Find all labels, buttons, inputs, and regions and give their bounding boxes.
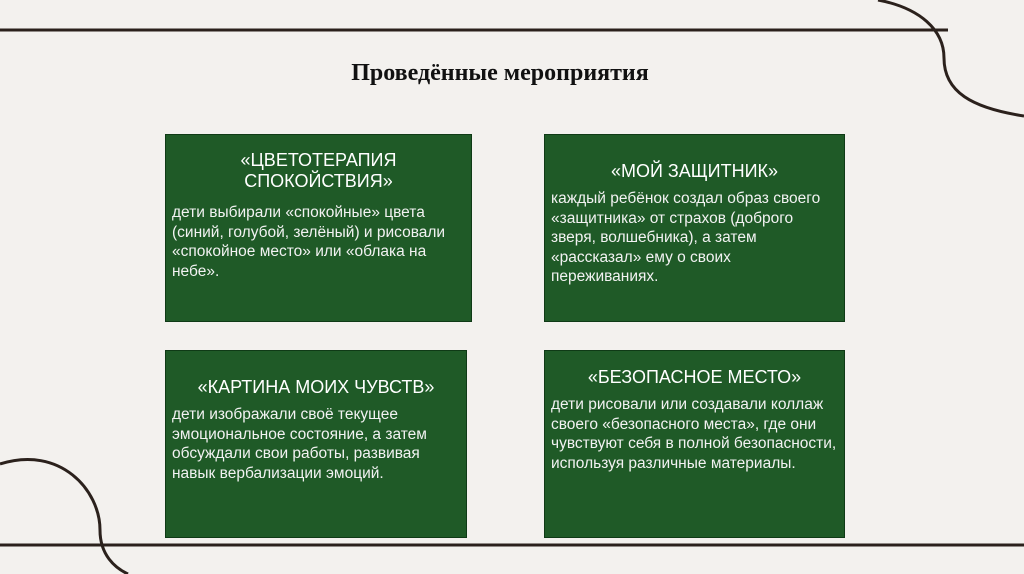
card-title: «БЕЗОПАСНОЕ МЕСТО»	[587, 367, 802, 387]
top-right-curve	[878, 0, 1024, 116]
card-title: «КАРТИНА МОИХ ЧУВСТВ»	[197, 377, 435, 397]
card-description: дети рисовали или создавали коллаж своего «безопасного места», где они чувствуют себя в полной безопасности, используя различные материалы.	[551, 396, 837, 472]
card-description: дети изображали своё текущее эмоциональное состояние, а затем обсуждали свои работы, развивая навык вербализации эмоций.	[172, 406, 427, 482]
card-description: каждый ребёнок создал образ своего «защитника» от страхов (доброго зверя, волшебника), а затем «рассказал» ему о своих переживаниях.	[551, 190, 821, 285]
card-safe-place	[544, 350, 845, 538]
page-title: Проведённые мероприятия	[351, 60, 649, 86]
bottom-left-curve	[0, 460, 128, 574]
card-description: дети выбирали «спокойные» цвета (синий, голубой, зелёный) и рисовали «спокойное место» или «облака на небе».	[172, 204, 446, 280]
card-title: «МОЙ ЗАЩИТНИК»	[610, 161, 779, 181]
card-title: «ЦВЕТОТЕРАПИЯ СПОКОЙСТВИЯ»	[240, 150, 397, 191]
card-my-protector	[544, 134, 845, 322]
card-color-therapy	[165, 134, 472, 322]
card-picture-of-feelings	[165, 350, 467, 538]
